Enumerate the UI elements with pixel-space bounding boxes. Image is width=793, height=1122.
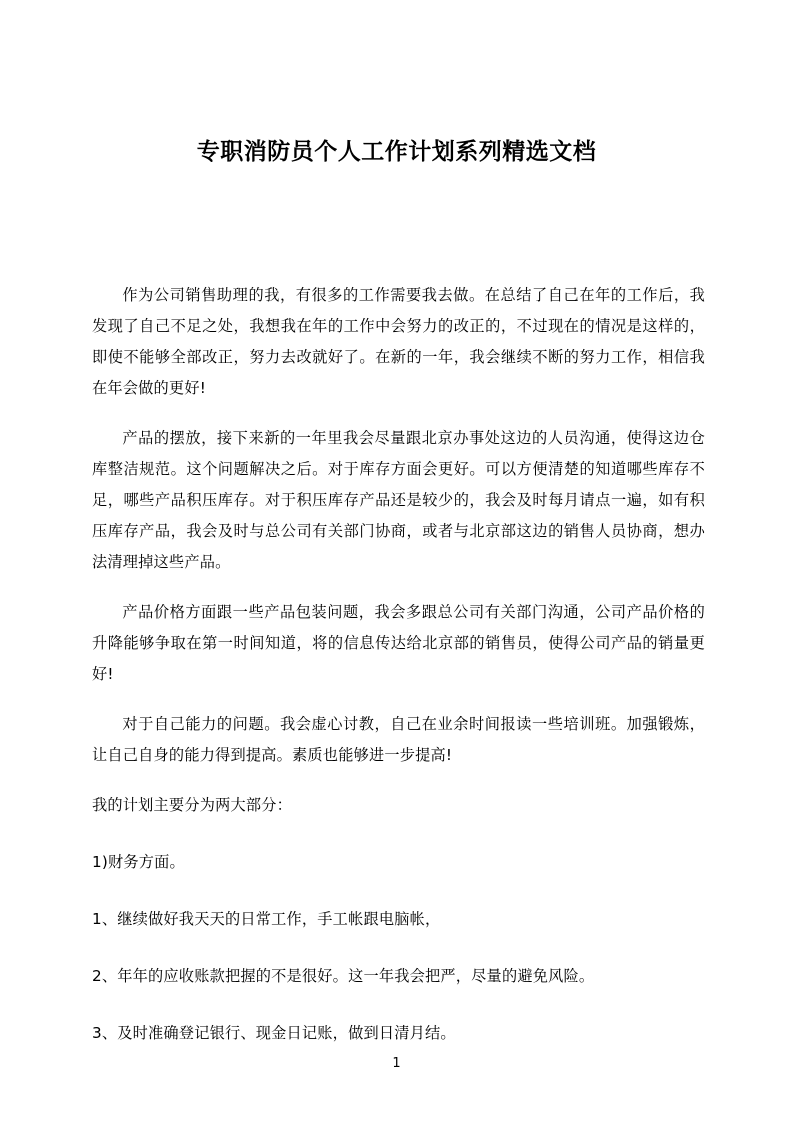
paragraph-plan-intro: 我的计划主要分为两大部分： — [92, 796, 293, 814]
paragraph-item-1: 1、继续做好我天天的日常工作，手工帐跟电脑帐， — [92, 910, 441, 928]
paragraph-2: 产品的摆放，接下来新的一年里我会尽量跟北京办事处这边的人员沟通，使得这边仓库整洁规范。这个问题解决之后。对于库存方面会更好。可以方便清楚的知道哪些库存不足，哪些产品积压库存。对于积压库存产品还是较少的，我会及时每月请点一遍，如有积压库存产品，我会及时与总公司有关部门协商，或者与北京部这边的销售人员协商，想办法清理掉这些产品。 — [92, 429, 705, 571]
paragraph-item-2: 2、年年的应收账款把握的不是很好。这一年我会把严，尽量的避免风险。 — [92, 967, 595, 985]
page-title: 专职消防员个人工作计划系列精选文档 — [196, 139, 597, 165]
paragraph-section-finance: 1)财务方面。 — [92, 853, 185, 871]
page-number: 1 — [392, 1056, 401, 1071]
paragraph-item-3: 3、及时准确登记银行、现金日记账，做到日清月结。 — [92, 1024, 456, 1042]
paragraph-4: 对于自己能力的问题。我会虚心讨教，自己在业余时间报读一些培训班。加强锻炼，让自己自身的能力得到提高。素质也能够进一步提高! — [92, 715, 705, 764]
paragraph-3: 产品价格方面跟一些产品包装问题，我会多跟总公司有关部门沟通，公司产品价格的升降能够争取在第一时间知道，将的信息传达给北京部的销售员，使得公司产品的销量更好! — [92, 603, 705, 683]
document-body — [92, 280, 705, 1075]
paragraph-1: 作为公司销售助理的我，有很多的工作需要我去做。在总结了自己在年的工作后，我发现了自己不足之处，我想我在年的工作中会努力的改正的，不过现在的情况是这样的，即使不能够全部改正，努力去改就好了。在新的一年，我会继续不断的努力工作，相信我在年会做的更好! — [92, 286, 705, 397]
